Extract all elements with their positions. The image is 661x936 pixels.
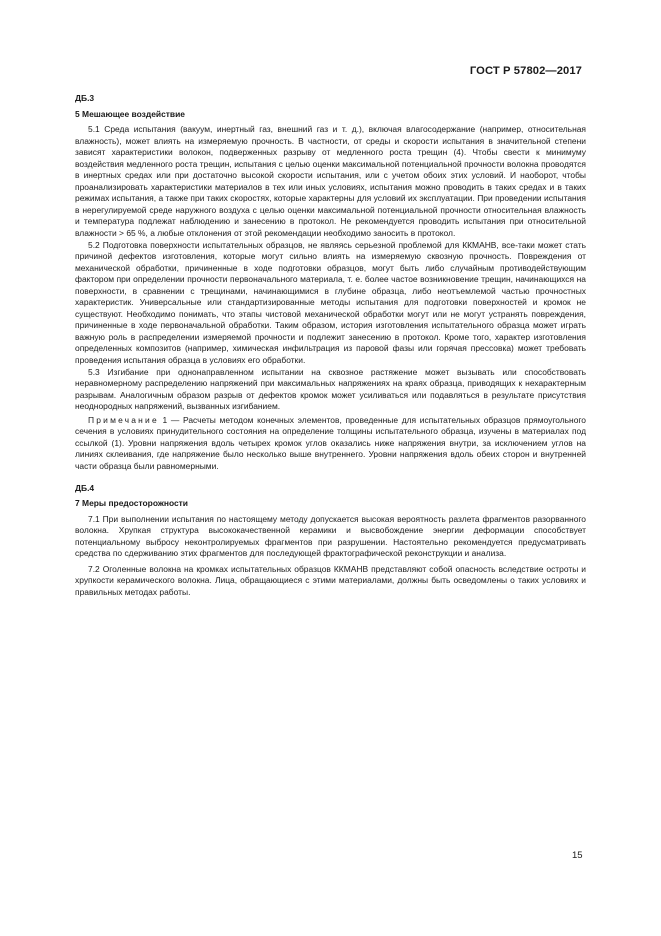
page-content (75, 93, 586, 598)
document-header: ГОСТ Р 57802—2017 (469, 65, 582, 77)
section-title-precautions: 7 Меры предосторожности (75, 498, 188, 509)
note-number: 1 — (158, 414, 183, 425)
section-id-db4: ДБ.4 (75, 482, 95, 493)
paragraph-5-2: 5.2 Подготовка поверхности испытательных образцов, не являясь серьезной проблемой для ККМАНВ, все-таки может стать причиной дефектов изготовления, которые могут сильно влиять на измеряемую сквозную прочность. Повреждения от механической обработки, причиненные в ходе подготовки образцов, могут быть либо случайным противодействующим фактором при определении прочности первоначального материала, т. е. более частое возникновение трещин, начинающихся на поверхности, в сравнении с трещинами, начинающимися в глубине образца, либо неотъемлемой частью прочностных характеристик. Универсальные или стандартизированные методы испытания для подготовки поверхностей и кромок не существуют. Необходимо понимать, что этапы чистовой механической обработки могут или не могут устранять повреждения, причиненные в ходе первоначальной обработки. Таким образом, история изготовления испытательного образца может играть важную роль в распределении измеряемой прочности и подлежит занесению в протокол. Кроме того, характер изготовления определенных композитов (например, химическая инфильтрация из паровой фазы или горячая прессовка) может требовать проведения испытания образца в условиях его обработки. (75, 239, 586, 366)
section-id-db3: ДБ.3 (75, 93, 95, 103)
note-1 (75, 415, 586, 473)
paragraph-5-3: 5.3 Изгибание при однонаправленном испытании на сквозное растяжение может вызывать или способствовать неравномерному распределению напряжений при максимальных напряжениях на краях образца, приводящих к нехарактерным разрывам. Аналогичным образом разрыв от дефектов кромок может усиливаться или подавляться в результате присутствия неоднородных напряжений, вызванных изгибанием. (75, 366, 586, 412)
paragraph-5-1: 5.1 Среда испытания (вакуум, инертный газ, внешний газ и т. д.), включая влагосодержание (например, относительная влажность), может влиять на измеряемую прочность. В частности, от среды и скорости испытания в значительной степени зависят характеристики волокон, подверженных разрыву от медленного роста трещин (4). Чтобы свести к минимуму воздействия медленного роста трещин, испытания с целью оценки максимальной потенциальной прочности волокна проводятся в инертных средах или при достаточно высокой скорости испытания, или с учетом обоих этих условий. И наоборот, чтобы проанализировать характеристики материалов в тех или иных условиях, испытания можно проводить в таких средах и в таких режимах испытания, а также при таких скоростях, которые характерны для условий их эксплуатации. При проведении испытания в нерегулируемой среде наружного воздуха с целью оценки максимальной потенциальной прочности относительная влажность и температура подлежат наблюдению и занесению в протокол. Не рекомендуется проводить испытания при относительной влажности > 65 %, а любые отклонения от этой рекомендации необходимо заносить в протокол. (75, 124, 586, 239)
note-lead: Примечание (88, 414, 159, 425)
paragraph-7-2: 7.2 Оголенные волокна на кромках испытательных образцов ККМАНВ представляют собой опасность вследствие остроты и хрупкости керамического волокна. Лица, обращающиеся с этими материалами, должны быть осведомлены о таких условиях и правильных методах работы. (75, 563, 586, 597)
page-number: 15 (572, 850, 583, 861)
paragraph-7-1: 7.1 При выполнении испытания по настоящему методу допускается высокая вероятность разлета фрагментов разорванного волокна. Хрупкая структура высококачественной керамики и высвобождение энергии деформации способствует потенциальному выбросу неконтролируемых фрагментов при разрушении. Настоятельно рекомендуется предусматривать средства по сдерживанию этих фрагментов для последующей фрактографической реконструкции и анализа. (75, 513, 586, 559)
note-text: Расчеты методом конечных элементов, проведенные для испытательных образцов прямоугольного сечения в условиях принудительного состояния на определение толщины испытательного образца, изучены в материалах под ссылкой (1). Уровни напряжения вдоль четырех кромок углов оказались ниже напряжения внутри, за исключением углов на линиях склеивания, где напряжение было несколько выше внутреннего. Уровни напряжения вдоль обеих сторон и внутренней части образца были равномерными. (75, 414, 586, 471)
section-title-interference: 5 Мешающее воздействие (75, 108, 185, 119)
